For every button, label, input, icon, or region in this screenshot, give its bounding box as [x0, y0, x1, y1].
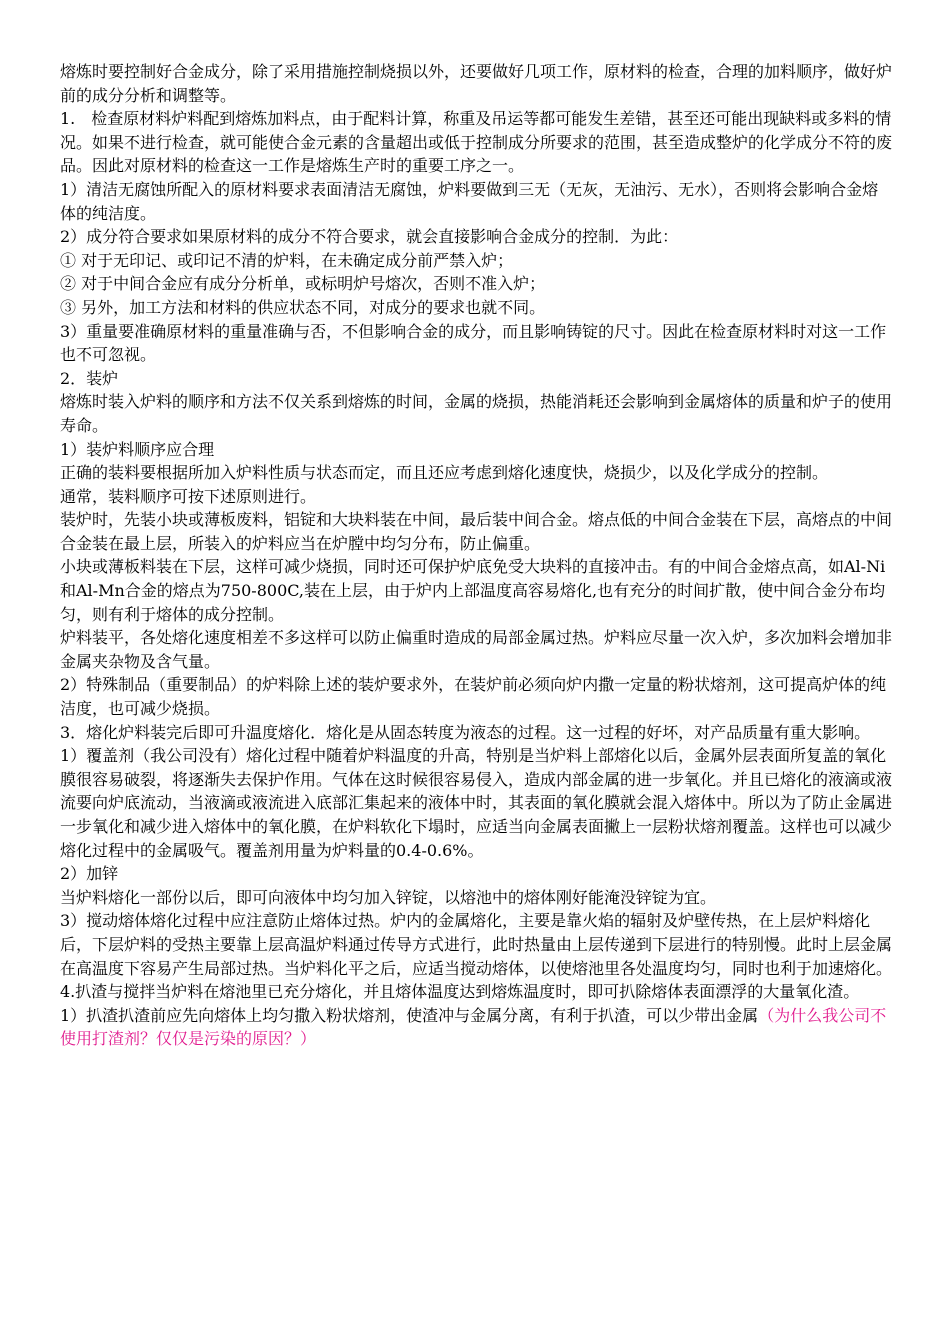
comment-note: （为什么我公司不使用打渣剂？仅仅是污染的原因？）: [60, 1005, 887, 1049]
paragraph-2-1-c: 装炉时，先装小块或薄板废料，铝锭和大块料装在中间，最后装中间合金。熔点低的中间合金装在下层，高熔点的中间合金装在最上层，所装入的炉料应当在炉膛中均匀分布，防止偏重。: [60, 510, 893, 553]
paragraph-2-intro: 熔炼时装入炉料的顺序和方法不仅关系到熔炼的时间，金属的烧损，热能消耗还会影响到金属熔体的质量和炉子的使用寿命。: [60, 392, 893, 435]
paragraph-2-1-b: 通常，装料顺序可按下述原则进行。: [60, 486, 317, 506]
paragraph-2-1-d: 小块或薄板料装在下层，这样可减少烧损，同时还可保护炉底免受大块料的直接冲击。有的中间合金熔点高，如Al-Ni和Al-Mn合金的熔点为750-800C,装在上层，由于炉内上部温度高容易熔化,也有充分的时间扩散，使中间合金分布均匀，则有利于熔体的成分控制。: [60, 557, 886, 624]
paragraph-2-1-a: 正确的装料要根据所加入炉料性质与状态而定，而且还应考虑到熔化速度快，烧损少，以及化学成分的控制。: [60, 463, 829, 483]
list-item-3: ③ 另外，加工方法和材料的供应状态不同，对成分的要求也就不同。: [60, 297, 546, 317]
paragraph-2-1: 1）装炉料顺序应合理: [60, 439, 215, 459]
paragraph-3-2: 2）加锌: [60, 864, 119, 884]
paragraph-1-3: 3）重量要准确原材料的重量准确与否，不但影响合金的成分，而且影响铸锭的尺寸。因此在检查原材料时对这一工作也不可忽视。: [60, 321, 887, 365]
paragraph-section-1: 1. 检查原材料炉料配到熔炼加料点，由于配料计算，称重及吊运等都可能发生差错，甚至还可能出现缺料或多料的情况。如果不进行检查，就可能使合金元素的含量超出或低于控制成分所要求的范围，甚至造成整炉的化学成分不符的废品。因此对原材料的检查这一工作是熔炼生产时的重要工序之一。: [60, 109, 893, 176]
paragraph-3-3: 3）搅动熔体熔化过程中应注意防止熔体过热。炉内的金属熔化，主要是靠火焰的辐射及炉壁传热，在上层炉料熔化后，下层炉料的受热主要靠上层高温炉料通过传导方式进行，此时热量由上层传递到下层进行的特别慢。此时上层金属在高温度下容易产生局部过热。当炉料化平之后，应适当搅动熔体，以使熔池里各处温度均匀，同时也利于加速熔化。: [60, 911, 893, 978]
list-item-2: ② 对于中间合金应有成分分析单，或标明炉号熔次，否则不准入炉；: [60, 274, 546, 294]
paragraph-4-1-text: 1）扒渣扒渣前应先向熔体上均匀撒入粉状熔剂，使渣冲与金属分离，有利于扒渣，可以少带出金属: [60, 1005, 759, 1025]
list-item-1: ① 对于无印记、或印记不清的炉料，在未确定成分前严禁入炉；: [60, 250, 514, 270]
paragraph-section-4: 4.扒渣与搅拌当炉料在熔池里已充分熔化，并且熔体温度达到熔炼温度时，即可扒除熔体表面漂浮的大量氧化渣。: [60, 982, 860, 1002]
paragraph-intro: 熔炼时要控制好合金成分，除了采用措施控制烧损以外，还要做好几项工作，原材料的检查，合理的加料顺序，做好炉前的成分分析和调整等。: [60, 62, 893, 105]
heading-section-2: 2．装炉: [60, 368, 119, 388]
paragraph-1-1: 1）清洁无腐蚀所配入的原材料要求表面清洁无腐蚀，炉料要做到三无（无灰，无油污、无水），否则将会影响合金熔体的纯洁度。: [60, 179, 879, 223]
paragraph-2-2: 2）特殊制品（重要制品）的炉料除上述的装炉要求外，在装炉前必须向炉内撒一定量的粉状熔剂，这可提高炉体的纯洁度，也可减少烧损。: [60, 675, 887, 719]
paragraph-3-2-a: 当炉料熔化一部份以后，即可向液体中均匀加入锌锭，以熔池中的熔体刚好能淹没锌锭为宜。: [60, 887, 717, 907]
paragraph-section-3: 3．熔化炉料装完后即可升温度熔化．熔化是从固态转度为液态的过程。这一过程的好坏，对产品质量有重大影响。: [60, 722, 871, 742]
document-body: [60, 60, 892, 1051]
paragraph-4-1: [60, 1004, 892, 1051]
paragraph-3-1: 1）覆盖剂（我公司没有）熔化过程中随着炉料温度的升高，特别是当炉料上部熔化以后，金属外层表面所复盖的氧化膜很容易破裂，将逐渐失去保护作用。气体在这时候很容易侵入，造成内部金属的进一步氧化。并且已熔化的液滴或液流要向炉底流动，当液滴或液流进入底部汇集起来的液体中时，其表面的氧化膜就会混入熔体中。所以为了防止金属进一步氧化和减少进入熔体中的氧化膜，在炉料软化下塌时，应适当向金属表面撇上一层粉状熔剂覆盖。这样也可以减少熔化过程中的金属吸气。覆盖剂用量为炉料量的0.4-0.6%。: [60, 746, 893, 860]
paragraph-2-1-e: 炉料装平，各处熔化速度相差不多这样可以防止偏重时造成的局部金属过热。炉料应尽量一次入炉，多次加料会增加非金属夹杂物及含气量。: [60, 628, 893, 671]
paragraph-1-2: 2）成分符合要求如果原材料的成分不符合要求，就会直接影响合金成分的控制．为此：: [60, 227, 679, 247]
